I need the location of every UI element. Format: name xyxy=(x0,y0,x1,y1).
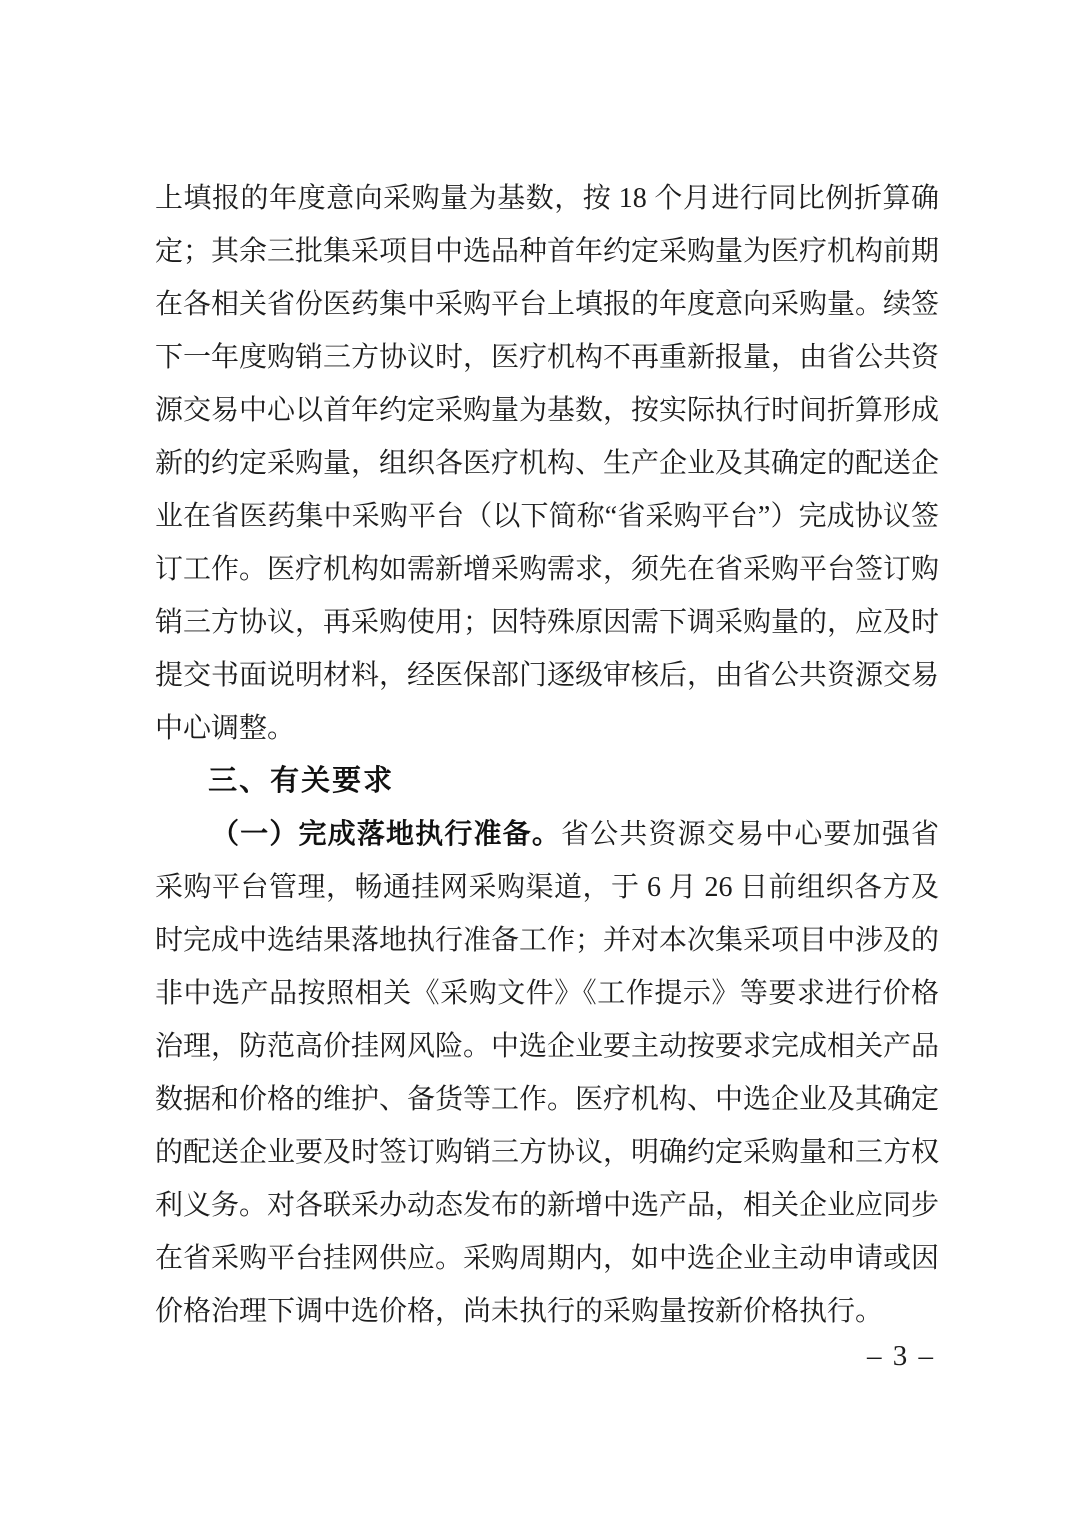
item-one-body-text: 省公共资源交易中心要加强省采购平台管理，畅通挂网采购渠道，于 6 月 26 日前组织各方及时完成中选结果落地执行准备工作；并对本次集采项目中涉及的非中选产品按照相关《采购文件》《工作提示》等要求进行价格治理，防范高价挂网风险。中选企业要主动按要求完成相关产品数据和价格的维护、备货等工作。医疗机构、中选企业及其确定的配送企业要及时签订购销三方协议，明确约定采购量和三方权利义务。对各联采办动态发布的新增中选产品，相关企业应同步在省采购平台挂网供应。采购周期内，如中选企业主动申请或因价格治理下调中选价格，尚未执行的采购量按新价格执行。 xyxy=(155,819,940,1327)
section-heading-requirements: 三、有关要求 xyxy=(208,765,395,797)
item-one-lead-bold: （一）完成落地执行准备。 xyxy=(211,819,561,850)
page-footer xyxy=(867,1340,935,1373)
page-number: – 3 – xyxy=(867,1340,935,1372)
paragraph-procurement-volume-continuation: 上填报的年度意向采购量为基数，按 18 个月进行同比例折算确定；其余三批集采项目中选品种首年约定采购量为医疗机构前期在各相关省份医药集中采购平台上填报的年度意向采购量。续签下一年度购销三方协议时，医疗机构不再重新报量，由省公共资源交易中心以首年约定采购量为基数，按实际执行时间折算形成新的约定采购量，组织各医疗机构、生产企业及其确定的配送企业在省医药集中采购平台（以下简称“省采购平台”）完成协议签订工作。医疗机构如需新增采购需求，须先在省采购平台签订购销三方协议，再采购使用；因特殊原因需下调采购量的，应及时提交书面说明材料，经医保部门逐级审核后，由省公共资源交易中心调整。 xyxy=(155,183,940,744)
paragraph-item-one-implementation-prep xyxy=(155,808,939,1338)
document-body xyxy=(155,172,939,1338)
